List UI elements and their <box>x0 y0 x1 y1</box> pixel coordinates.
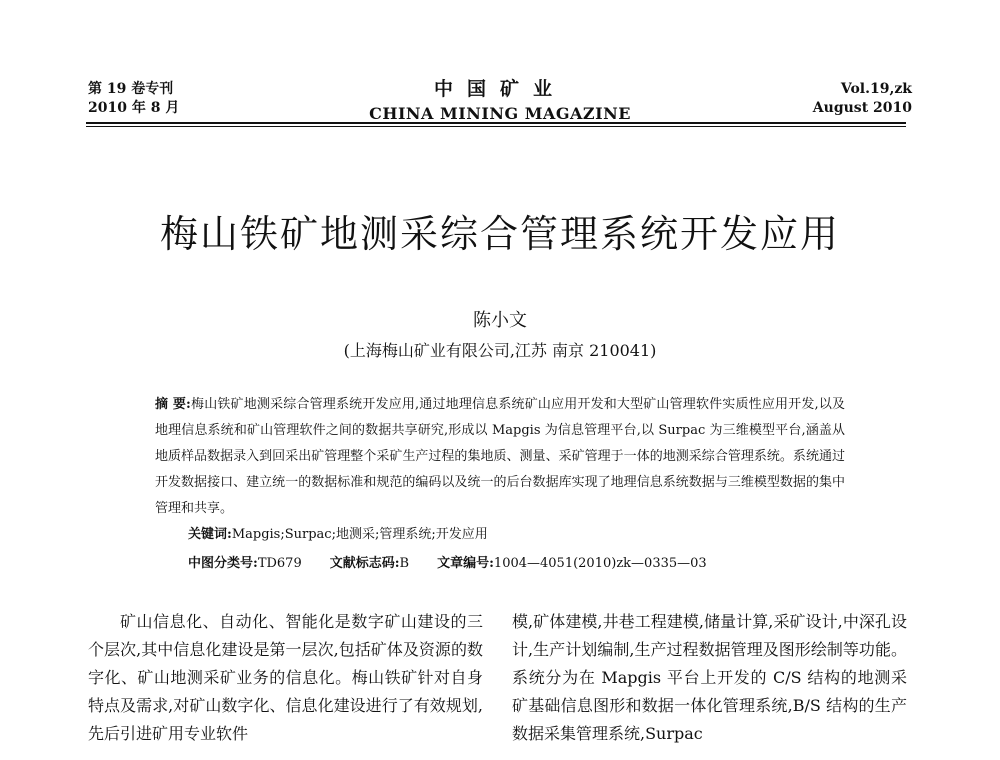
journal-name-en: CHINA MINING MAGAZINE <box>369 104 631 123</box>
body-column-right <box>512 608 907 748</box>
abstract-text: 梅山铁矿地测采综合管理系统开发应用,通过地理信息系统矿山应用开发和大型矿山管理软件实质性应用开发,以及地理信息系统和矿山管理软件之间的数据共享研究,形成以 Mapgis 为信息管理平台,以 Surpac 为三维模型平台,涵盖从地质样品数据录入到回采出矿管理整个采矿生产过程的集地质、测量、采矿管理于一体的地测采综合管理系统。系统通过开发数据接口、建立统一的数据标准和规范的编码以及统一的后台数据库实现了地理信息系统数据与三维模型数据的集中管理和共享。 <box>155 397 846 516</box>
issue-date: 2010 年 8 月 <box>88 100 180 116</box>
header-rule-thin <box>86 126 906 127</box>
body-paragraph-left: 矿山信息化、自动化、智能化是数字矿山建设的三个层次,其中信息化建设是第一层次,包括矿体及资源的数字化、矿山地测采矿业务的信息化。梅山铁矿针对自身特点及需求,对矿山数字化、信息化建设进行了有效规划,先后引进矿用专业软件 <box>88 612 483 743</box>
body-column-left <box>88 608 483 748</box>
abstract-label: 摘 要: <box>155 397 191 412</box>
article-number-label: 文章编号: <box>437 556 494 571</box>
author-name: 陈小文 <box>473 310 527 331</box>
classification-line <box>188 552 707 571</box>
issue-volume: 第 19 卷专刊 <box>88 81 174 97</box>
volume-en: Vol.19,zk <box>840 81 912 97</box>
doc-code-label: 文献标志码: <box>329 556 400 571</box>
abstract <box>155 392 845 522</box>
keywords <box>188 523 488 542</box>
keywords-text: Mapgis;Surpac;地测采;管理系统;开发应用 <box>231 527 488 542</box>
body-paragraph-right: 模,矿体建模,井巷工程建模,储量计算,采矿设计,中深孔设计,生产计划编制,生产过程数据管理及图形绘制等功能。系统分为在 Mapgis 平台上开发的 C/S 结构的地测采矿基础信息图形和数据一体化管理系统,B/S 结构的生产数据采集管理系统,Surpac <box>512 612 907 743</box>
date-en: August 2010 <box>812 100 912 116</box>
journal-volume-info <box>813 80 912 118</box>
clc-value: TD679 <box>257 556 302 571</box>
author-affiliation: (上海梅山矿业有限公司,江苏 南京 210041) <box>343 341 657 360</box>
doc-code-value: B <box>399 556 410 571</box>
journal-name-cn: 中国矿业 <box>433 78 566 100</box>
header-rule-thick <box>86 122 906 124</box>
article-title: 梅山铁矿地测采综合管理系统开发应用 <box>159 212 840 256</box>
article-number-value: 1004—4051(2010)zk—0335—03 <box>493 556 707 571</box>
clc-label: 中图分类号: <box>188 556 258 571</box>
keywords-label: 关键词: <box>188 527 232 542</box>
